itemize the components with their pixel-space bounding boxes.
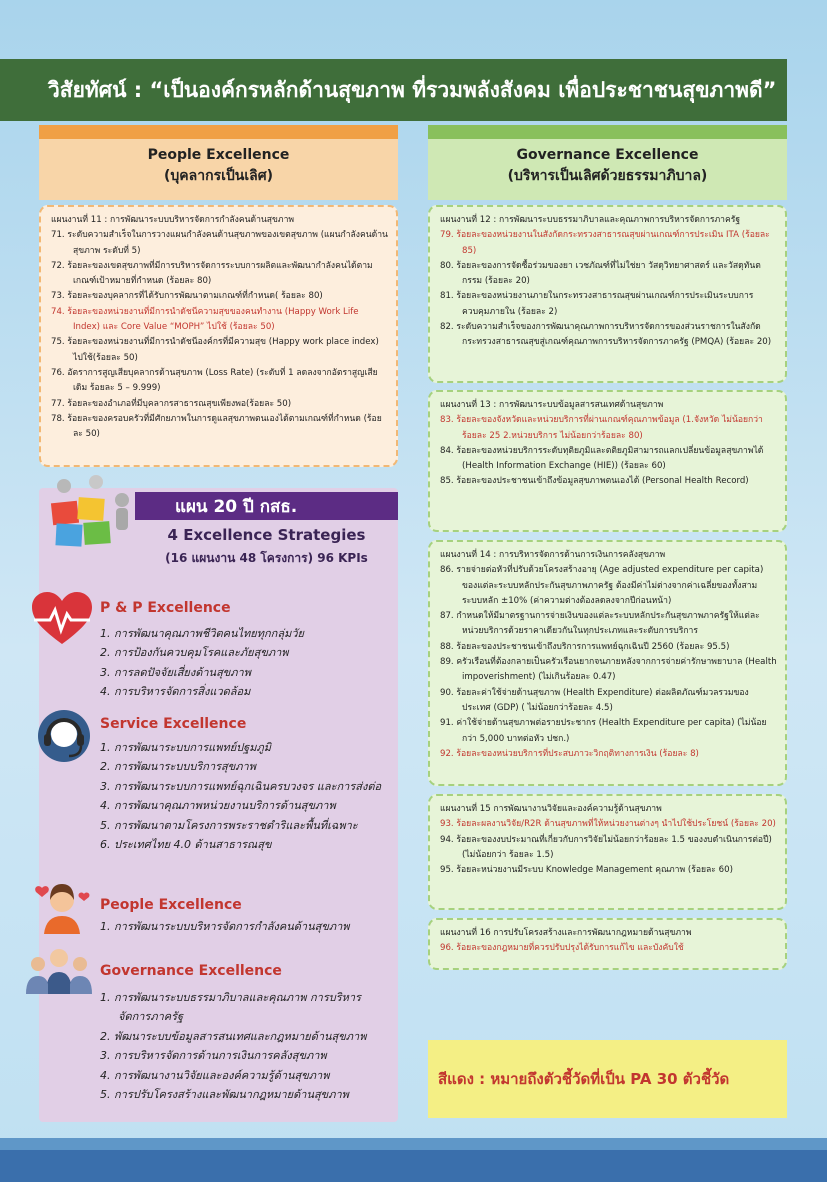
team-icon [20, 944, 98, 1000]
kpi-item: 84. ร้อยละของหน่วยบริการระดับทุติยภูมิและตติยภูมิสามารถแลกเปลี่ยนข้อมูลสุขภาพได้ (Health Information Exchange (HIE)) (ร้อยละ 60) [440, 445, 764, 472]
strategy-item: 1. การพัฒนาระบบธรรมาภิบาลและคุณภาพ การบริหารจัดการภาครัฐ [100, 991, 361, 1024]
people-excellence-heading: People Excellence [100, 897, 242, 913]
strategy-item: 6. ประเทศไทย 4.0 ด้านสาธารณสุข [100, 838, 272, 852]
kpi-item: 80. ร้อยละของการจัดซื้อร่วมของยา เวชภัณฑ์ที่ไม่ใช่ยา วัสดุวิทยาศาสตร์ และวัสดุทันตกรรม (ร้อยละ 20) [440, 260, 761, 287]
strategy-item: 1. การพัฒนาระบบบริหารจัดการกำลังคนด้านสุขภาพ [100, 920, 350, 933]
strategy-item: 4. การบริหารจัดการสิ่งแวดล้อม [100, 685, 251, 699]
heart-pulse-icon [30, 590, 94, 648]
kpi-item: 93. ร้อยละผลงานวิจัย/R2R ด้านสุขภาพที่ให้หน่วยงานต่างๆ นำไปใช้ประโยชน์ (ร้อยละ 20) [440, 819, 776, 830]
plan-15-box [428, 794, 787, 910]
headset-icon [34, 706, 94, 766]
strategy-item: 5. การพัฒนาตามโครงการพระราชดำริและพื้นที่เฉพาะ [100, 818, 358, 832]
pa-legend-note: สีแดง : หมายถึงตัวชี้วัดที่เป็น PA 30 ตัวชี้วัด [428, 1040, 787, 1118]
kpi-item: 77. ร้อยละของอำเภอที่มีบุคลากรสาธารณสุขเพียงพอ(ร้อยละ 50) [51, 398, 292, 409]
kpi-item: 78. ร้อยละของครอบครัวที่มีศักยภาพในการดูแลสุขภาพตนเองได้ตามเกณฑ์ที่กำหนด (ร้อยละ 50) [51, 413, 382, 440]
kpi-item: 75. ร้อยละของหน่วยงานที่มีการนำดัชนีองค์กรที่มีความสุข (Happy work place index) ไปใช้(ร้อยละ 50) [51, 337, 379, 363]
governance-excellence-list [100, 988, 390, 1104]
governance-excellence-header [428, 125, 787, 200]
kpi-item: 89. ครัวเรือนที่ต้องกลายเป็นครัวเรือนยากจนภายหลังจากการจ่ายค่ารักษาพยาบาล (Health impoverishment) (ไม่เกินร้อยละ 0.47) [440, 657, 777, 683]
strategy-item: 5. การปรับโครงสร้างและพัฒนากฎหมายด้านสุขภาพ [100, 1088, 349, 1102]
header-accent-bar [428, 125, 787, 139]
kpi-item: 79. ร้อยละของหน่วยงานในสังกัดกระทรวงสาธารณสุขผ่านเกณฑ์การประเมิน ITA (ร้อยละ 85) [440, 230, 770, 256]
header-title-en: People Excellence [147, 147, 290, 163]
kpi-item: 90. ร้อยละค่าใช้จ่ายด้านสุขภาพ (Health Expenditure) ต่อผลิตภัณฑ์มวลรวมของประเทศ (GDP) ( ไม่น้อยกว่าร้อยละ 4.5) [440, 687, 749, 713]
service-excellence-list [100, 738, 390, 854]
footer-stripe-dark [0, 1150, 827, 1182]
strategy-item: 4. การพัฒนาคุณภาพหน่วยงานบริการด้านสุขภาพ [100, 799, 336, 813]
person-hearts-icon [30, 880, 94, 936]
footer-stripe-light [0, 1138, 827, 1150]
kpi-item: 94. ร้อยละของงบประมาณที่เกี่ยวกับการวิจัยไม่น้อยกว่าร้อยละ 1.5 ของงบดำเนินการต่อปี) (ไม่น้อยกว่า ร้อยละ 1.5) [440, 834, 772, 860]
plan-16-box [428, 918, 787, 970]
strategy-item: 2. การพัฒนาระบบบริการสุขภาพ [100, 760, 256, 774]
header-title-en: Governance Excellence [516, 147, 699, 163]
strategy-item: 3. การพัฒนาระบบการแพทย์ฉุกเฉินครบวงจร และการส่งต่อ [100, 779, 382, 793]
plan-13-box [428, 390, 787, 532]
header-title-th: (บริหารเป็นเลิศด้วยธรรมาภิบาล) [507, 168, 708, 184]
vision-banner: วิสัยทัศน์ : “เป็นองค์กรหลักด้านสุขภาพ ที่รวมพลังสังคม เพื่อประชาชนสุขภาพดี” [0, 59, 787, 121]
strategy-item: 3. การบริหารจัดการด้านการเงินการคลังสุขภาพ [100, 1049, 327, 1063]
strategy-item: 1. การพัฒนาระบบการแพทย์ปฐมภูมิ [100, 741, 271, 754]
service-excellence-heading: Service Excellence [100, 716, 247, 732]
kpi-item: 95. ร้อยละหน่วยงานมีระบบ Knowledge Management คุณภาพ (ร้อยละ 60) [440, 865, 733, 876]
strategy-item: 2. การป้องกันควบคุมโรคและภัยสุขภาพ [100, 646, 289, 660]
kpi-item: 91. ค่าใช้จ่ายด้านสุขภาพต่อรายประชากร (Health Expenditure per capita) (ไม่น้อยกว่า 5,000 บาทต่อหัว ปชก.) [440, 718, 767, 744]
people-excellence-list [100, 917, 390, 936]
puzzle-team-icon [44, 472, 136, 552]
governance-excellence-heading: Governance Excellence [100, 963, 282, 979]
strategies-count: 4 Excellence Strategies [167, 526, 366, 544]
kpi-item: 88. ร้อยละของประชาชนเข้าถึงบริการการแพทย์ฉุกเฉินปี 2560 (ร้อยละ 95.5) [440, 641, 730, 652]
plan-12-box [428, 205, 787, 383]
kpi-item: 83. ร้อยละของจังหวัดและหน่วยบริการที่ผ่านเกณฑ์คุณภาพข้อมูล (1.จังหวัด ไม่น้อยกว่าร้อยละ 25 2.หน่วยบริการ ไม่น้อยกว่าร้อยละ 80) [440, 415, 763, 441]
plan-14-box [428, 540, 787, 786]
plan-title-text: แผนงานที่ 11 : การพัฒนาระบบบริหารจัดการกำลังคนด้านสุขภาพ [51, 215, 295, 225]
header-accent-bar [39, 125, 398, 139]
strategy-item: 3. การลดปัจจัยเสี่ยงด้านสุขภาพ [100, 665, 251, 679]
plan-title-text: แผนงานที่ 12 : การพัฒนาระบบธรรมาภิบาลและคุณภาพการบริหารจัดการภาครัฐ [440, 215, 741, 225]
plan-title-text: แผนงานที่ 15 การพัฒนางานวิจัยและองค์ความรู้ด้านสุขภาพ [440, 804, 662, 814]
kpi-item: 81. ร้อยละของหน่วยงานภายในกระทรวงสาธารณสุขผ่านเกณฑ์การประเมินระบบการควบคุมภายใน (ร้อยละ 2) [440, 291, 754, 317]
plan-subtitle [135, 522, 398, 574]
kpi-item: 92. ร้อยละของหน่วยบริการที่ประสบภาวะวิกฤติทางการเงิน (ร้อยละ 8) [440, 748, 699, 759]
kpi-item: 86. รายจ่ายต่อหัวที่ปรับด้วยโครงสร้างอายุ (Age adjusted expenditure per capita) ของแต่ละระบบหลักประกันสุขภาพภาครัฐ ต้องมีค่าไม่ต่างจากค่าเฉลี่ยของทั้งสามระบบหลัก ±10% (ค่าความต่างต้องลดลงจากปีก่อนหน้า) [440, 565, 764, 606]
people-excellence-header [39, 125, 398, 200]
header-title-th: (บุคลากรเป็นเลิศ) [164, 168, 273, 184]
plan-title: แผน 20 ปี กสธ. [135, 492, 398, 520]
plan-title-text: แผนงานที่ 16 การปรับโครงสร้างและการพัฒนากฎหมายด้านสุขภาพ [440, 928, 692, 938]
pp-excellence-list [100, 624, 390, 702]
kpi-item: 73. ร้อยละของบุคลากรที่ได้รับการพัฒนาตามเกณฑ์ที่กำหนด( ร้อยละ 80) [51, 291, 323, 302]
strategy-item: 2. พัฒนาระบบข้อมูลสารสนเทศและกฎหมายด้านสุขภาพ [100, 1029, 367, 1043]
plan-title-text: แผนงานที่ 14 : การบริหารจัดการด้านการเงินการคลังสุขภาพ [440, 550, 666, 560]
kpi-item: 96. ร้อยละของกฎหมายที่ควรปรับปรุงได้รับการแก้ไข และบังคับใช้ [440, 943, 684, 954]
strategy-item: 1. การพัฒนาคุณภาพชีวิตคนไทยทุกกลุ่มวัย [100, 627, 304, 640]
kpi-item: 87. กำหนดให้มีมาตรฐานการจ่ายเงินของแต่ละระบบหลักประกันสุขภาพภาครัฐให้แต่ละหน่วยบริการด้วยราคาเดียวกันในทุกประเภทและระดับการบริการ [440, 611, 760, 637]
strategy-item: 4. การพัฒนางานวิจัยและองค์ความรู้ด้านสุขภาพ [100, 1068, 330, 1082]
kpi-item: 72. ร้อยละของเขตสุขภาพที่มีการบริหารจัดการระบบการผลิตและพัฒนากำลังคนได้ตามเกณฑ์เป้าหมายที่กำหนด (ร้อยละ 80) [51, 260, 373, 287]
kpi-item: 85. ร้อยละของประชาชนเข้าถึงข้อมูลสุขภาพตนเองได้ (Personal Health Record) [440, 476, 749, 487]
kpi-item: 82. ระดับความสำเร็จของการพัฒนาคุณภาพการบริหารจัดการของส่วนราชการในสังกัดกระทรวงสาธารณสุขสู่เกณฑ์คุณภาพการบริหารจัดการภาครัฐ (PMQA) (ร้อยละ 20) [440, 322, 772, 348]
plan-11-box [39, 205, 398, 467]
kpi-item: 76. อัตราการสูญเสียบุคลากรด้านสุขภาพ (Loss Rate) (ระดับที่ 1 ลดลงจากอัตราสูญเสียเดิม ร้อยละ 5 – 9.999) [51, 367, 378, 394]
plans-projects-kpis: (16 แผนงาน 48 โครงการ) 96 KPIs [165, 551, 368, 565]
kpi-item: 71. ระดับความสำเร็จในการวางแผนกำลังคนด้านสุขภาพของเขตสุขภาพ (แผนกำลังคนด้านสุขภาพ ระดับที่ 5) [51, 230, 388, 256]
pp-excellence-heading: P & P Excellence [100, 600, 231, 616]
plan-title-text: แผนงานที่ 13 : การพัฒนาระบบข้อมูลสารสนเทศด้านสุขภาพ [440, 400, 664, 410]
kpi-item: 74. ร้อยละของหน่วยงานที่มีการนำดัชนีความสุขของคนทำงาน (Happy Work Life Index) และ Core Value “MOPH” ไปใช้ (ร้อยละ 50) [51, 306, 359, 333]
